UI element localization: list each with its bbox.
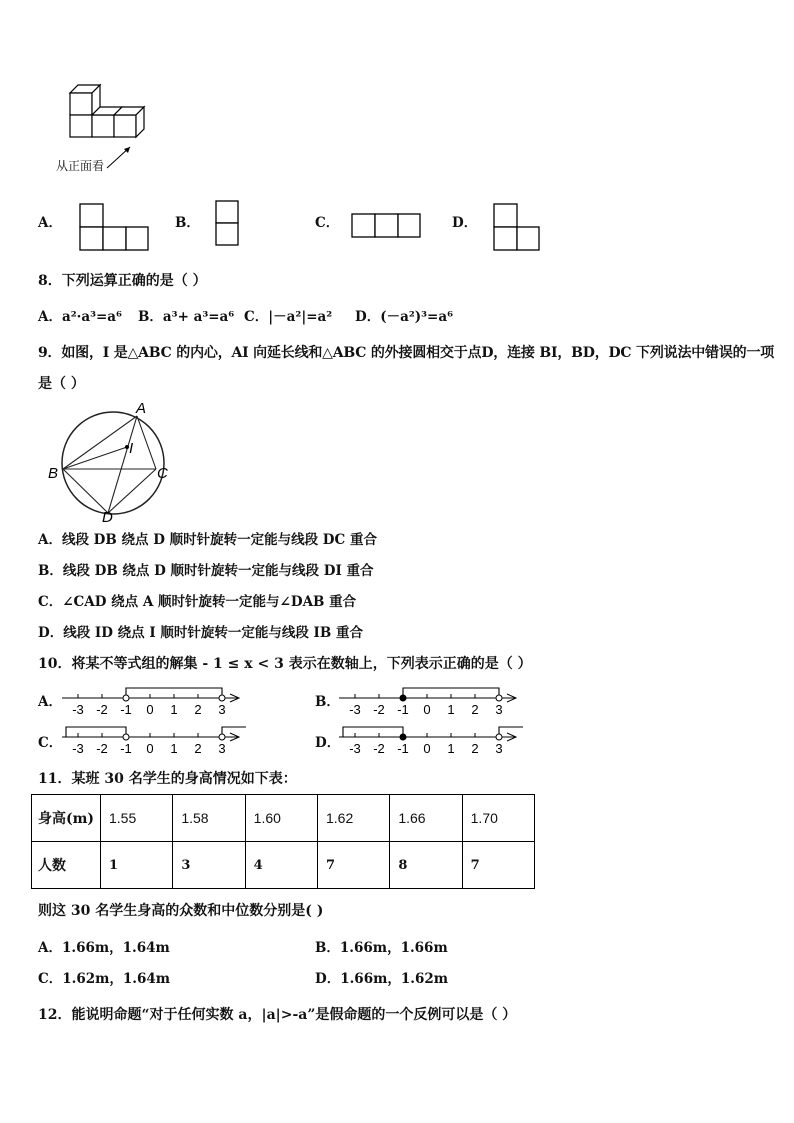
q10-option-b-number-line[interactable]	[335, 684, 525, 718]
table-cell: 1.58	[173, 795, 245, 842]
q7-option-c-figure[interactable]	[350, 212, 422, 240]
q10-option-a-number-line[interactable]	[58, 684, 248, 718]
tick-label: 3	[218, 702, 226, 717]
q8-option-c[interactable]: C．|－a²|=a²	[244, 309, 333, 325]
table-row-heights	[32, 795, 535, 842]
table-cell: 1	[101, 842, 173, 889]
open-endpoint	[123, 695, 129, 701]
point-label-b: B	[48, 465, 59, 482]
q11-stem: 11．某班 30 名学生的身高情况如下表：	[38, 771, 297, 787]
tick-label: -2	[373, 702, 385, 717]
tick-label: 0	[146, 702, 154, 717]
table-cell: 7	[462, 842, 534, 889]
q9-option-a[interactable]: A．线段 DB 绕点 D 顺时针旋转一定能与线段 DC 重合	[38, 532, 377, 548]
table-cell: 3	[173, 842, 245, 889]
q12-stem: 12．能说明命题“对于任何实数 a，|a|>-a”是假命题的一个反例可以是（ ）	[38, 1007, 517, 1023]
point-label-d: D	[102, 509, 113, 524]
q10-option-d-label[interactable]: D．	[315, 735, 341, 751]
open-endpoint	[496, 734, 502, 740]
table-cell: 1.62	[317, 795, 389, 842]
circle-triangle-figure	[40, 400, 180, 524]
tick-label: -2	[373, 741, 385, 756]
table-row-counts	[32, 842, 535, 889]
point-label-i: I	[129, 440, 134, 457]
q11-option-a[interactable]: A．1.66m，1.64m	[38, 940, 170, 956]
tick-label: 2	[471, 702, 479, 717]
q10-option-c-label[interactable]: C．	[38, 735, 63, 751]
tick-label: 1	[447, 702, 455, 717]
q9-option-b[interactable]: B．线段 DB 绕点 D 顺时针旋转一定能与线段 DI 重合	[38, 563, 374, 579]
open-endpoint	[219, 695, 225, 701]
open-endpoint	[496, 695, 502, 701]
q9-stem-line2: 是（ ）	[38, 376, 85, 392]
tick-label: -3	[349, 702, 361, 717]
q11-option-d[interactable]: D．1.66m，1.62m	[315, 971, 449, 987]
q10-stem: 10．将某不等式组的解集 - 1 ≤ x < 3 表示在数轴上，下列表示正确的是（ ）	[38, 656, 532, 672]
solution-bracket	[66, 727, 126, 737]
table-cell: 1.55	[101, 795, 173, 842]
tick-label: -3	[349, 741, 361, 756]
open-endpoint	[123, 734, 129, 740]
q11-question: 则这 30 名学生身高的众数和中位数分别是( )	[38, 903, 324, 919]
q9-stem-line1: 9．如图，I 是△ABC 的内心，AI 向延长线和△ABC 的外接圆相交于点D，连接 BI，BD，DC 下列说法中错误的一项	[38, 345, 775, 361]
tick-label: -3	[72, 741, 84, 756]
q7-option-b-figure[interactable]	[214, 200, 240, 248]
height-table	[31, 794, 535, 889]
tick-label: -1	[120, 702, 132, 717]
closed-endpoint	[400, 734, 406, 740]
point-label-c: C	[157, 465, 168, 482]
view-direction-label: 从正面看	[56, 159, 105, 173]
q10-option-a-label[interactable]: A．	[38, 694, 62, 710]
tick-label: 3	[495, 741, 503, 756]
tick-label: 2	[194, 741, 202, 756]
tick-label: -2	[96, 741, 108, 756]
tick-label: 3	[495, 702, 503, 717]
q10-option-b-label[interactable]: B．	[315, 694, 340, 710]
q8-option-b[interactable]: B．a³+ a³=a⁶	[138, 309, 235, 325]
solution-bracket	[343, 727, 403, 737]
tick-label: 3	[218, 741, 226, 756]
q7-option-c-label[interactable]: C．	[315, 215, 340, 231]
table-cell: 1.60	[245, 795, 317, 842]
q9-option-c[interactable]: C．∠CAD 绕点 A 顺时针旋转一定能与∠DAB 重合	[38, 594, 357, 610]
tick-label: 0	[423, 702, 431, 717]
tick-label: 2	[471, 741, 479, 756]
point-label-a: A	[136, 400, 147, 417]
q8-option-d[interactable]: D．(－a²)³=a⁶	[355, 309, 454, 325]
table-cell: 7	[317, 842, 389, 889]
q10-option-c-number-line[interactable]	[58, 723, 248, 757]
solution-bracket	[499, 727, 523, 737]
solution-bracket	[222, 727, 246, 737]
q11-option-c[interactable]: C．1.62m，1.64m	[38, 971, 171, 987]
q7-option-a-label[interactable]: A．	[38, 215, 62, 231]
q9-option-d[interactable]: D．线段 ID 绕点 I 顺时针旋转一定能与线段 IB 重合	[38, 625, 363, 641]
tick-label: 0	[146, 741, 154, 756]
closed-endpoint	[400, 695, 406, 701]
table-cell: 1.70	[462, 795, 534, 842]
table-cell: 1.66	[390, 795, 462, 842]
tick-label: -3	[72, 702, 84, 717]
open-endpoint	[219, 734, 225, 740]
tick-label: -2	[96, 702, 108, 717]
tick-label: 1	[170, 741, 178, 756]
tick-label: 2	[194, 702, 202, 717]
q11-option-b[interactable]: B．1.66m，1.66m	[315, 940, 448, 956]
table-cell: 8	[390, 842, 462, 889]
q7-option-b-label[interactable]: B．	[175, 215, 200, 231]
tick-label: 0	[423, 741, 431, 756]
tick-label: -1	[397, 702, 409, 717]
table-header-height: 身高(m)	[32, 795, 101, 842]
q10-option-d-number-line[interactable]	[335, 723, 525, 757]
tick-label: 1	[447, 741, 455, 756]
table-cell: 4	[245, 842, 317, 889]
q7-option-d-figure[interactable]	[492, 203, 542, 251]
tick-label: -1	[120, 741, 132, 756]
q8-option-a[interactable]: A．a²·a³=a⁶	[38, 309, 122, 325]
q7-option-d-label[interactable]: D．	[452, 215, 478, 231]
table-header-count: 人数	[32, 842, 101, 889]
tick-label: 1	[170, 702, 178, 717]
tick-label: -1	[397, 741, 409, 756]
q8-stem: 8．下列运算正确的是（ ）	[38, 273, 207, 289]
q7-option-a-figure[interactable]	[78, 203, 150, 251]
